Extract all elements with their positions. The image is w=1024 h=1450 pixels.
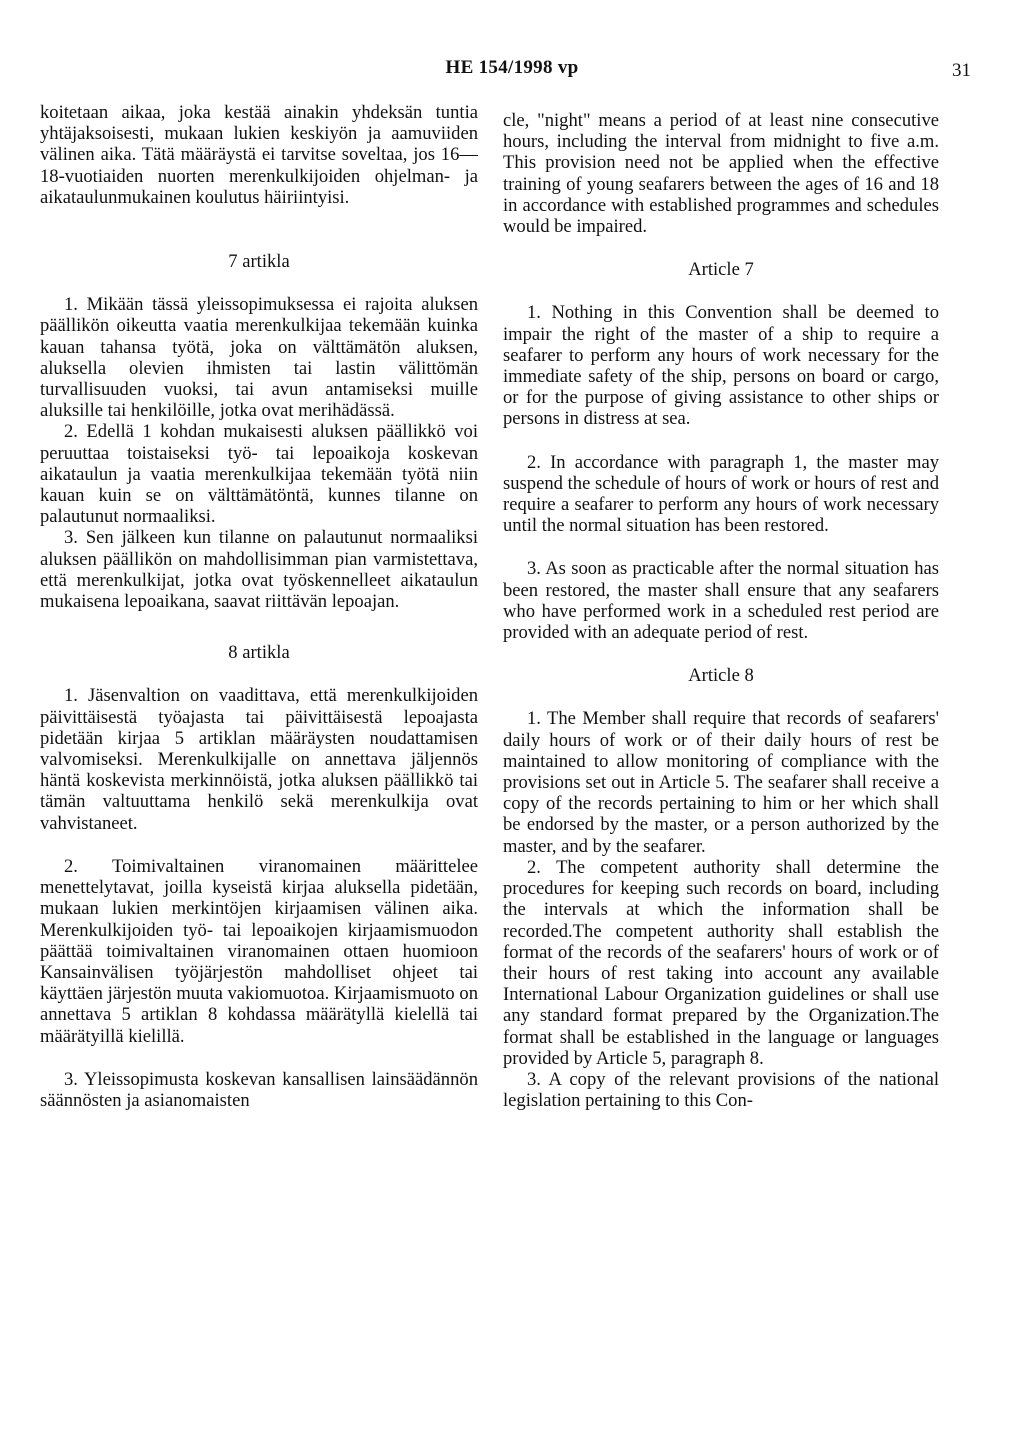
en-article-8-heading: Article 8: [688, 665, 754, 687]
fi-article-7-paragraph-2: 2. Edellä 1 kohdan mukaisesti aluksen päällikkö voi peruuttaa toistaiseksi työ- tai lepoaikoja koskevan aikataulun ja vaatia merenkulkijaa tekemään työtä niin kauan kuin se on välttämätöntä, kunnes tilanne on palautunut normaaliksi.: [40, 421, 478, 528]
en-article-8-paragraph-3: 3. A copy of the relevant provisions of the national legislation pertaining to this Con-: [503, 1068, 939, 1112]
en-article-7-paragraph-1: 1. Nothing in this Convention shall be deemed to impair the right of the master of a ship to require a seafarer to perform any hours of work necessary for the immediate safety of the ship, persons on board or cargo, or for the purpose of giving assistance to other ships or persons in distress at sea.: [503, 302, 939, 430]
en-continued-paragraph: cle, "night" means a period of at least nine consecutive hours, including the interval from midnight to five a.m. This provision need not be applied when the effective training of young seafarers between the ages of 16 and 18 in accordance with established programmes and schedules would be impaired.: [503, 110, 939, 238]
finnish-column: [40, 102, 478, 1111]
en-article-7-heading: Article 7: [688, 259, 754, 281]
page-number: 31: [952, 60, 971, 81]
fi-article-7-paragraph-1: 1. Mikään tässä yleissopimuksessa ei rajoita aluksen päällikön oikeutta vaatia merenkulkijaa tekemään kuinka kauan tahansa työtä, joka on välttämätön aluksen, aluksella olevien ihmisten tai lastin välittömän turvallisuuden vuoksi, tai avun antamiseksi muille aluksille tai henkilöille, jotka ovat merihädässä.: [40, 294, 478, 422]
fi-article-8-paragraph-2: 2. Toimivaltainen viranomainen määrittelee menettelytavat, joilla kyseistä kirjaa aluksella pidetään, mukaan lukien merkintöjen kirjaamisen välinen aika. Merenkulkijoiden työ- tai lepoaikojen kirjaamismuodon päättää toimivaltainen viranomainen ottaen huomioon Kansainvälisen työjärjestön mahdolliset ohjeet tai käyttäen järjestön muuta vakiomuotoa. Kirjaamismuoto on annettava 5 artiklan 8 kohdassa määrätyllä kielellä tai määrätyillä kielillä.: [40, 855, 478, 1047]
fi-article-8-paragraph-3: 3. Yleissopimusta koskevan kansallisen lainsäädännön säännösten ja asianomaisten: [40, 1068, 478, 1111]
fi-article-7-paragraph-3: 3. Sen jälkeen kun tilanne on palautunut normaaliksi aluksen päällikön on mahdollisimman pian varmistettava, että merenkulkijat, jotka ovat työskennelleet aikataulun mukaisena lepoaikana, saavat riittävän lepoajan.: [40, 527, 478, 613]
english-column: [503, 102, 939, 1111]
running-header-title: HE 154/1998 vp: [445, 57, 579, 78]
fi-continued-paragraph: koitetaan aikaa, joka kestää ainakin yhdeksän tuntia yhtäjaksoisesti, mukaan lukien keskiyön ja aamuviiden välinen aika. Tätä määräystä ei tarvitse soveltaa, jos 16—18-vuotiaiden nuorten merenkulkijoiden ohjelman- ja aikataulunmukainen koulutus häiriintyisi.: [40, 102, 478, 208]
en-article-7-paragraph-2: 2. In accordance with paragraph 1, the master may suspend the schedule of hours of work or hours of rest and require a seafarer to perform any hours of work necessary until the normal situation has been restored.: [503, 451, 939, 537]
en-article-8-paragraph-2: 2. The competent authority shall determine the procedures for keeping such records on board, including the intervals at which the information shall be recorded.The competent authority shall establish the format of the records of the seafarers' hours of work or of their hours of rest taking into account any available International Labour Organization guidelines or shall use any standard format prepared by the Organization.The format shall be established in the language or languages provided by Article 5, paragraph 8.: [503, 856, 939, 1069]
en-article-7-paragraph-3: 3. As soon as practicable after the normal situation has been restored, the master shall ensure that any seafarers who have performed work in a scheduled rest period are provided with an adequate period of rest.: [503, 558, 939, 644]
en-article-8-paragraph-1: 1. The Member shall require that records of seafarers' daily hours of work or of their daily hours of rest be maintained to allow monitoring of compliance with the provisions set out in Article 5. The seafarer shall receive a copy of the records pertaining to him or her which shall be endorsed by the master, or a person authorized by the master, and by the seafarer.: [503, 708, 939, 857]
fi-article-8-heading: 8 artikla: [228, 642, 290, 664]
fi-article-8-paragraph-1: 1. Jäsenvaltion on vaadittava, että merenkulkijoiden päivittäisestä työajasta tai päivittäisestä lepoajasta pidetään kirjaa 5 artiklan määräysten noudattamisen valvomiseksi. Merenkulkijalle on annettava jäljennös häntä koskevista merkinnöistä, jotka aluksen päällikkö tai tämän valtuuttama henkilö sekä merenkulkija ovat vahvistaneet.: [40, 685, 478, 834]
fi-article-7-heading: 7 artikla: [228, 251, 290, 273]
